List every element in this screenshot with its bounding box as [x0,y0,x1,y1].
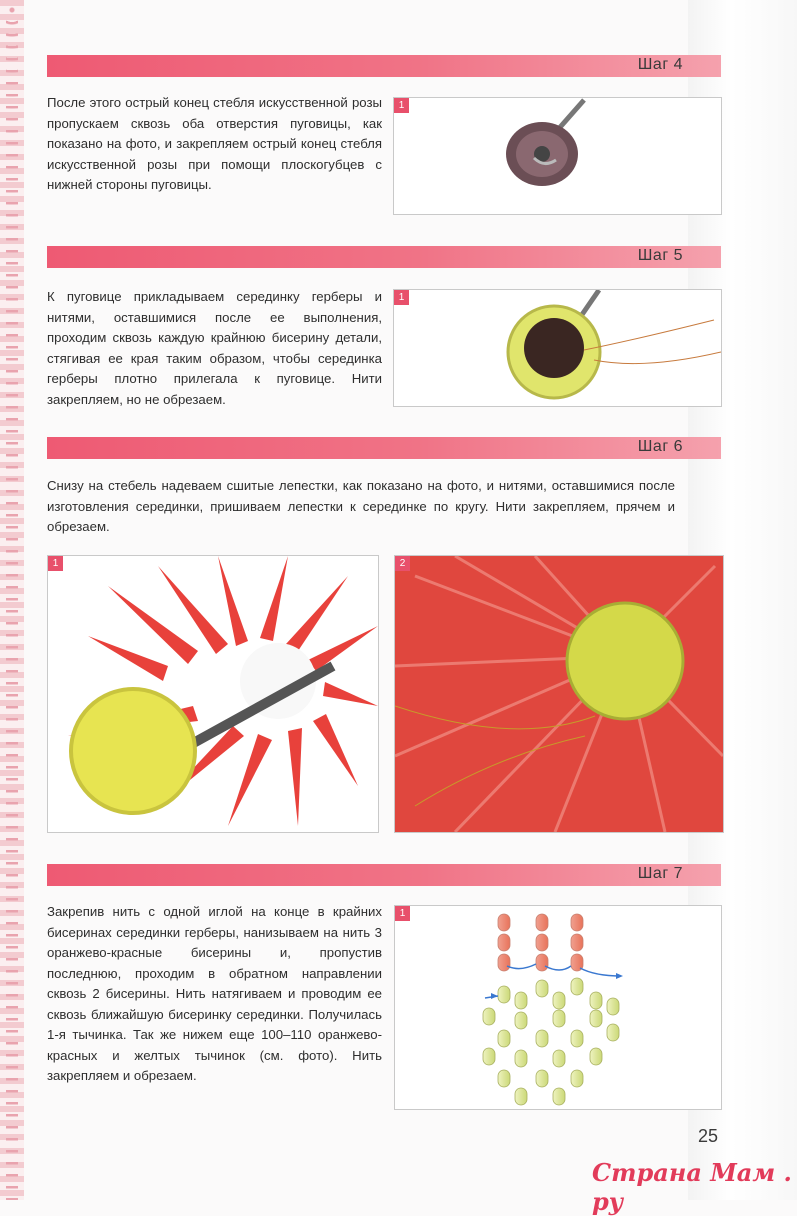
page-number: 25 [698,1126,719,1146]
step-6-photo-1 [47,555,379,833]
step-5-text: К пуговице прикладываем серединку герберы и нитями, оставшимися после ее выполнения, проходим сквозь каждую крайнюю бисерину детали, стягивая ее края таким образом, чтобы серединка герберы плотно прилегала к пуговице. Нити закрепляем, но не обрезаем. [47,289,382,407]
step-4-header [47,55,721,77]
assembled-gerbera-image [395,556,723,832]
photo-number-badge: 1 [394,290,409,305]
petals-threaded-on-stem-image [48,556,378,832]
step-6-label: Шаг 6 [637,438,683,455]
photo-number-badge: 2 [395,556,410,571]
step-4-label: Шаг 4 [637,56,683,73]
button-with-stem-image [394,98,721,214]
photo-number-badge: 1 [48,556,63,571]
step-7-label: Шаг 7 [637,865,683,882]
site-watermark: Страна Мам . ру [592,1158,792,1216]
stamen-bead-diagram [395,906,721,1109]
step-5-label: Шаг 5 [637,247,683,264]
step-6-photo-2 [394,555,724,833]
flower-center-on-button-image [394,290,721,406]
step-7-text: Закрепив нить с одной иглой на конце в крайних бисеринах серединки герберы, нанизываем на нить 3 оранжево-красные бисерины и, пропустив последнюю, проходим в обратном направлении сквозь 2 бисерины. Нить натягиваем и проводим ее сквозь ближайшую бисеринку серединки. Получилась 1-я тычинка. Так же нижем еще 100–110 оранжево-красных и желтых тычинок (см. фото). Нить закрепляем и обрезаем. [47,904,382,1083]
decorative-border [0,0,24,1200]
photo-number-badge: 1 [394,98,409,113]
step-5-header [47,246,721,268]
step-4-photo [393,97,722,215]
step-5-photo [393,289,722,407]
step-6-text: Снизу на стебель надеваем сшитые лепестки, как показано на фото, и нитями, оставшимися после изготовления серединки, пришиваем лепестки к серединке по кругу. Нити закрепляем, прячем и обрезаем. [47,478,675,534]
step-6-header [47,437,721,459]
step-7-diagram [394,905,722,1110]
photo-number-badge: 1 [395,906,410,921]
step-4-text: После этого острый конец стебля искусственной розы пропускаем сквозь оба отверстия пуговицы, как показано на фото, и закрепляем острый конец стебля искусственной розы при помощи плоскогубцев с нижней стороны пуговицы. [47,95,382,192]
step-7-header [47,864,721,886]
